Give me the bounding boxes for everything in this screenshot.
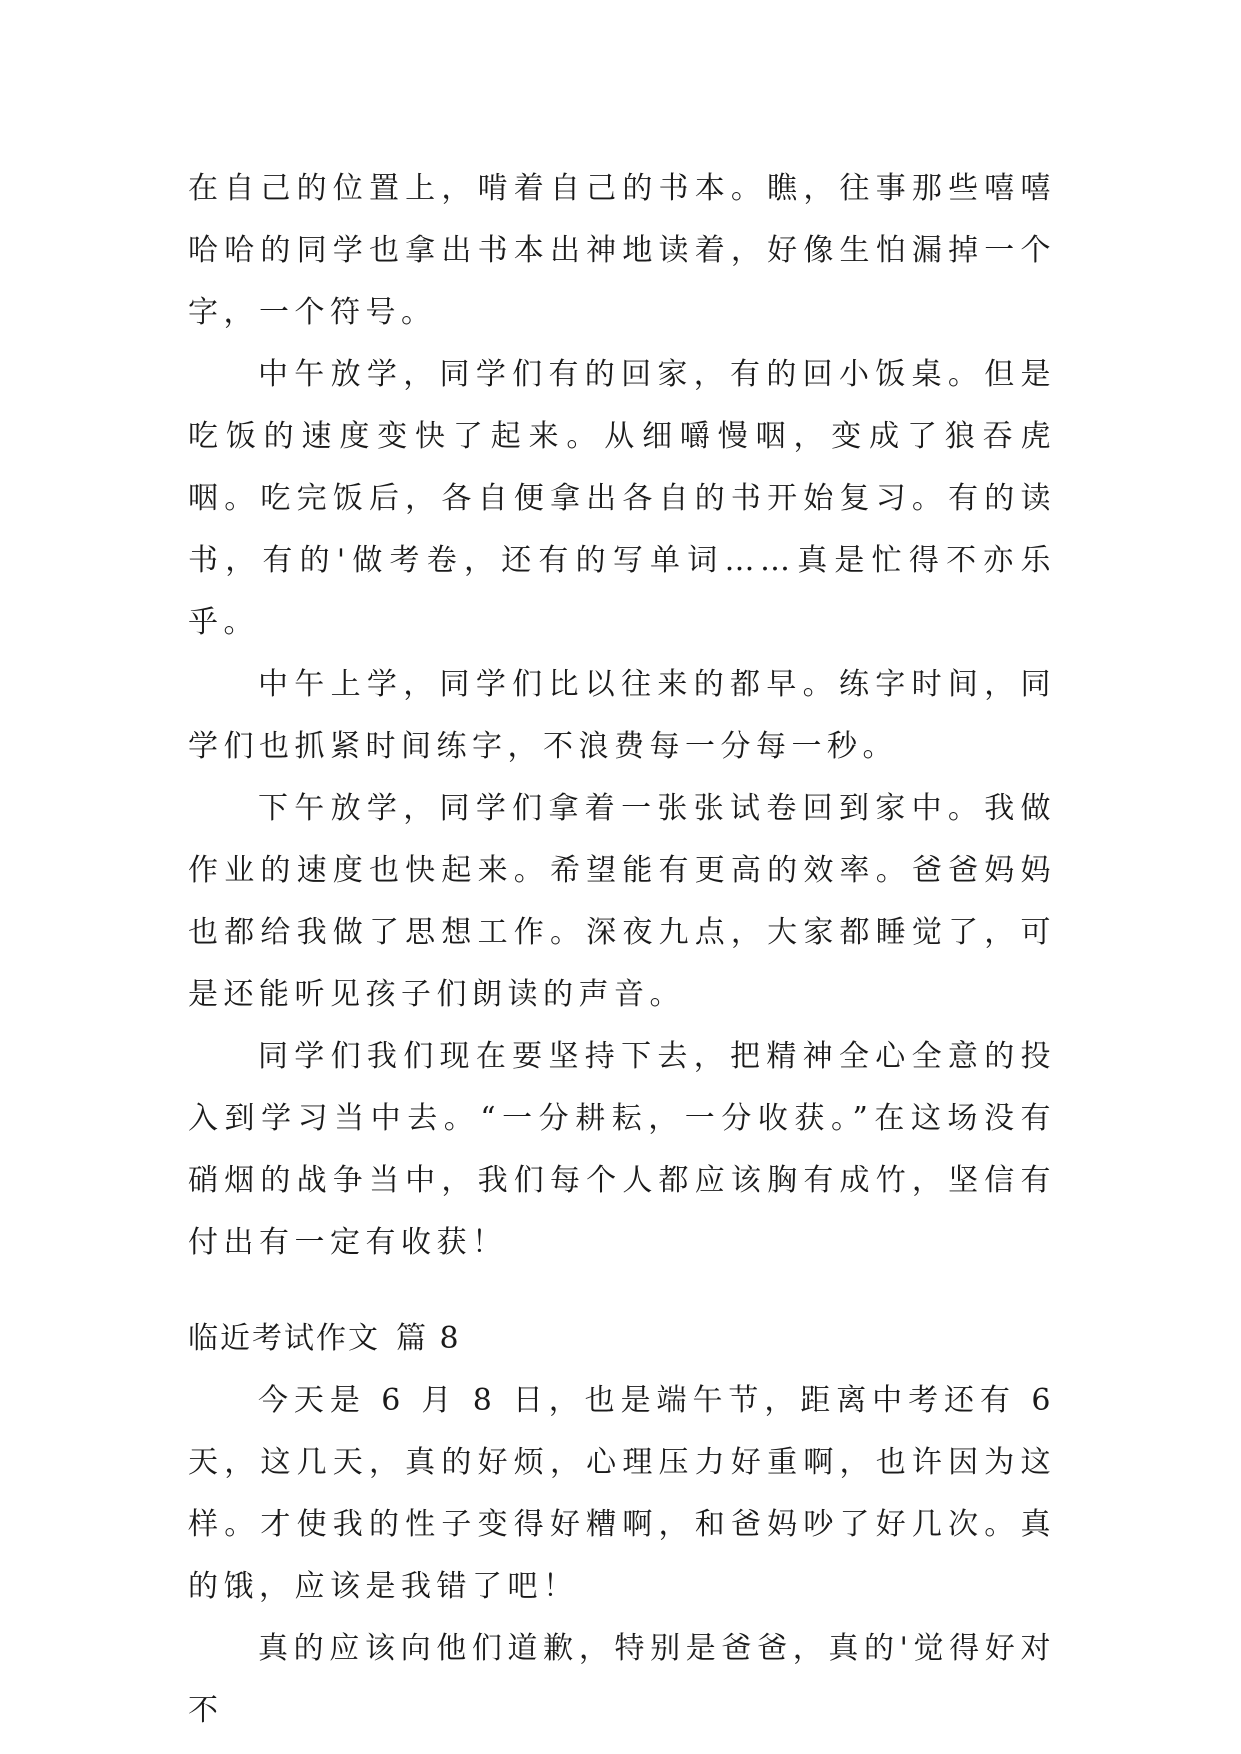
section-heading <box>188 1308 1056 1370</box>
paragraph-dragon-boat: 今天是 6 月 8 日，也是端午节，距离中考还有 6 天，这几天，真的好烦，心理压力好重啊，也许因为这样。才使我的性子变得好糟啊，和爸妈吵了好几次。真的饿，应该是我错了吧！ <box>188 1383 1056 1604</box>
paragraph-noon-dismissal: 中午放学，同学们有的回家，有的回小饭桌。但是吃饭的速度变快了起来。从细嚼慢咽，变成了狼吞虎咽。吃完饭后，各自便拿出各自的书开始复习。有的读书，有的'做考卷，还有的写单词……真是忙得不亦乐乎。 <box>188 357 1056 640</box>
paragraph-conclusion: 同学们我们现在要坚持下去，把精神全心全意的投入到学习当中去。“一分耕耘，一分收获。”在这场没有硝烟的战争当中，我们每个人都应该胸有成竹，坚信有付出有一定有收获！ <box>188 1039 1056 1260</box>
section-number: 篇 8 <box>396 1321 461 1356</box>
paragraph-afternoon-dismissal: 下午放学，同学们拿着一张张试卷回到家中。我做作业的速度也快起来。希望能有更高的效率。爸爸妈妈也都给我做了思想工作。深夜九点，大家都睡觉了，可是还能听见孩子们朗读的声音。 <box>188 791 1056 1012</box>
paragraph-apology: 真的应该向他们道歉，特别是爸爸，真的'觉得好对不 <box>188 1631 1056 1728</box>
paragraph-continuation: 在自己的位置上，啃着自己的书本。瞧，往事那些嘻嘻哈哈的同学也拿出书本出神地读着，好像生怕漏掉一个字，一个符号。 <box>188 171 1056 330</box>
section-title: 临近考试作文 <box>188 1321 380 1356</box>
document-page <box>188 158 1056 1742</box>
paragraph-noon-school: 中午上学，同学们比以往来的都早。练字时间，同学们也抓紧时间练字，不浪费每一分每一秒。 <box>188 667 1056 764</box>
